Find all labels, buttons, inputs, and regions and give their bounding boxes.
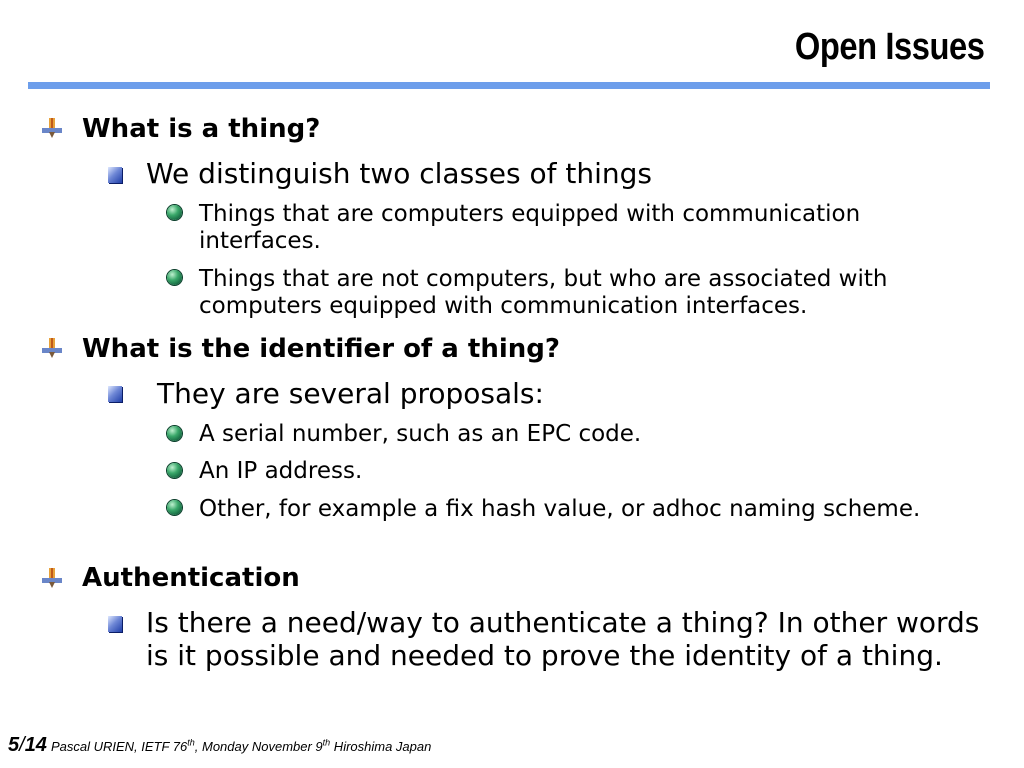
bullet-l1: What is a thing?: [82, 114, 321, 144]
slide-title: Open Issues: [794, 26, 984, 68]
green-sphere-bullet-icon: [167, 205, 182, 220]
bullet-l3: Other, for example a fix hash value, or adhoc naming scheme.: [199, 496, 921, 522]
page-number: 5/14: [8, 734, 47, 756]
bullet-l1: What is the identifier of a thing?: [82, 334, 560, 364]
slide-footer: [8, 734, 431, 757]
green-sphere-bullet-icon: [167, 500, 182, 515]
bullet-l3: A serial number, such as an EPC code.: [199, 421, 642, 447]
bullet-l3: Things that are not computers, but who are associated with computers equipped with communication interfaces.: [199, 266, 888, 319]
bullet-l3: Things that are computers equipped with communication interfaces.: [199, 201, 861, 254]
pencil-bullet-icon: [42, 118, 62, 138]
bullet-l3: An IP address.: [199, 458, 363, 484]
pencil-bullet-icon: [42, 568, 62, 588]
green-sphere-bullet-icon: [167, 426, 182, 441]
green-sphere-bullet-icon: [167, 270, 182, 285]
bullet-l1: Authentication: [82, 563, 300, 593]
bullet-l2: We distinguish two classes of things: [146, 157, 652, 190]
green-sphere-bullet-icon: [167, 463, 182, 478]
pencil-bullet-icon: [42, 338, 62, 358]
blue-square-bullet-icon: [108, 386, 122, 402]
blue-square-bullet-icon: [108, 167, 122, 183]
footer-caption: Pascal URIEN, IETF 76th, Monday November 9th Hiroshima Japan: [50, 737, 432, 754]
bullet-l2: They are several proposals:: [157, 377, 544, 410]
blue-square-bullet-icon: [108, 616, 122, 632]
bullet-l2: Is there a need/way to authenticate a thing? In other words is it possible and needed to prove the identity of a thing.: [146, 606, 980, 672]
